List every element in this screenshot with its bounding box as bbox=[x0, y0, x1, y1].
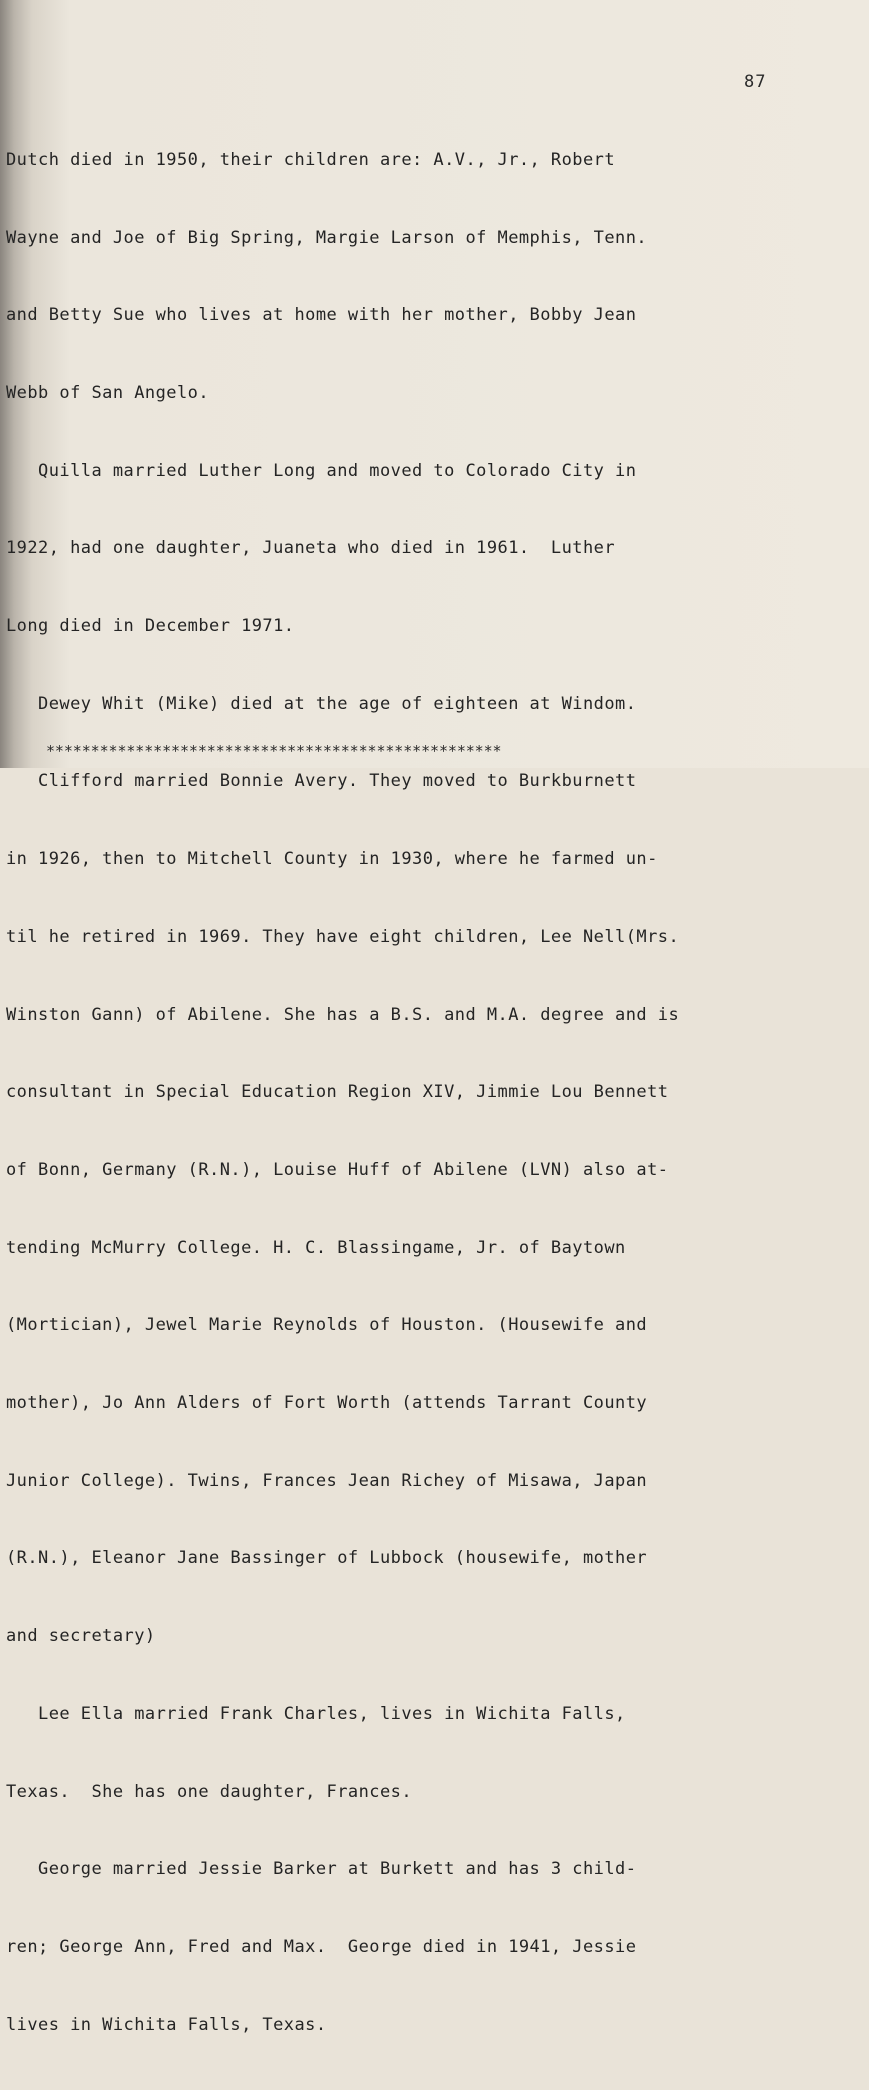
text-line: of Bonn, Germany (R.N.), Louise Huff of Abilene (LVN) also at- bbox=[6, 1159, 669, 1180]
text-line: Webb of San Angelo. bbox=[6, 382, 210, 403]
text-line: Wayne and Joe of Big Spring, Margie Larson of Memphis, Tenn. bbox=[6, 227, 648, 248]
text-line: George married Jessie Barker at Burkett and has 3 child- bbox=[6, 1859, 637, 1880]
text-line: mother), Jo Ann Alders of Fort Worth (attends Tarrant County bbox=[6, 1393, 648, 1414]
text-line: Junior College). Twins, Frances Jean Richey of Misawa, Japan bbox=[6, 1470, 648, 1491]
asterisk-separator: *************************************************** bbox=[46, 742, 502, 760]
text-line: til he retired in 1969. They have eight children, Lee Nell(Mrs. bbox=[6, 926, 680, 947]
text-line: Clifford married Bonnie Avery. They moved to Burkburnett bbox=[6, 771, 637, 792]
page-number: 87 bbox=[744, 72, 767, 92]
text-line: and secretary) bbox=[6, 1626, 156, 1647]
text-line: ren; George Ann, Fred and Max. George died in 1941, Jessie bbox=[6, 1936, 637, 1957]
text-line: and Betty Sue who lives at home with her mother, Bobby Jean bbox=[6, 305, 637, 326]
text-line: lives in Wichita Falls, Texas. bbox=[6, 2014, 327, 2035]
text-line: (Mortician), Jewel Marie Reynolds of Houston. (Housewife and bbox=[6, 1315, 648, 1336]
text-line: 1922, had one daughter, Juaneta who died in 1961. Luther bbox=[6, 538, 616, 559]
body-text bbox=[6, 96, 806, 2090]
text-line: consultant in Special Education Region XIV, Jimmie Lou Bennett bbox=[6, 1082, 669, 1103]
text-line: Lee Ella married Frank Charles, lives in Wichita Falls, bbox=[6, 1703, 626, 1724]
text-line: Texas. She has one daughter, Frances. bbox=[6, 1781, 413, 1802]
text-line: tending McMurry College. H. C. Blassingame, Jr. of Baytown bbox=[6, 1237, 626, 1258]
text-line: Long died in December 1971. bbox=[6, 616, 295, 637]
text-line: Winston Gann) of Abilene. She has a B.S. and M.A. degree and is bbox=[6, 1004, 680, 1025]
text-line: in 1926, then to Mitchell County in 1930, where he farmed un- bbox=[6, 849, 658, 870]
text-line: Quilla married Luther Long and moved to Colorado City in bbox=[6, 460, 637, 481]
text-line: Dewey Whit (Mike) died at the age of eighteen at Windom. bbox=[6, 693, 637, 714]
text-line: (R.N.), Eleanor Jane Bassinger of Lubbock (housewife, mother bbox=[6, 1548, 648, 1569]
text-line: Dutch died in 1950, their children are: A.V., Jr., Robert bbox=[6, 149, 616, 170]
